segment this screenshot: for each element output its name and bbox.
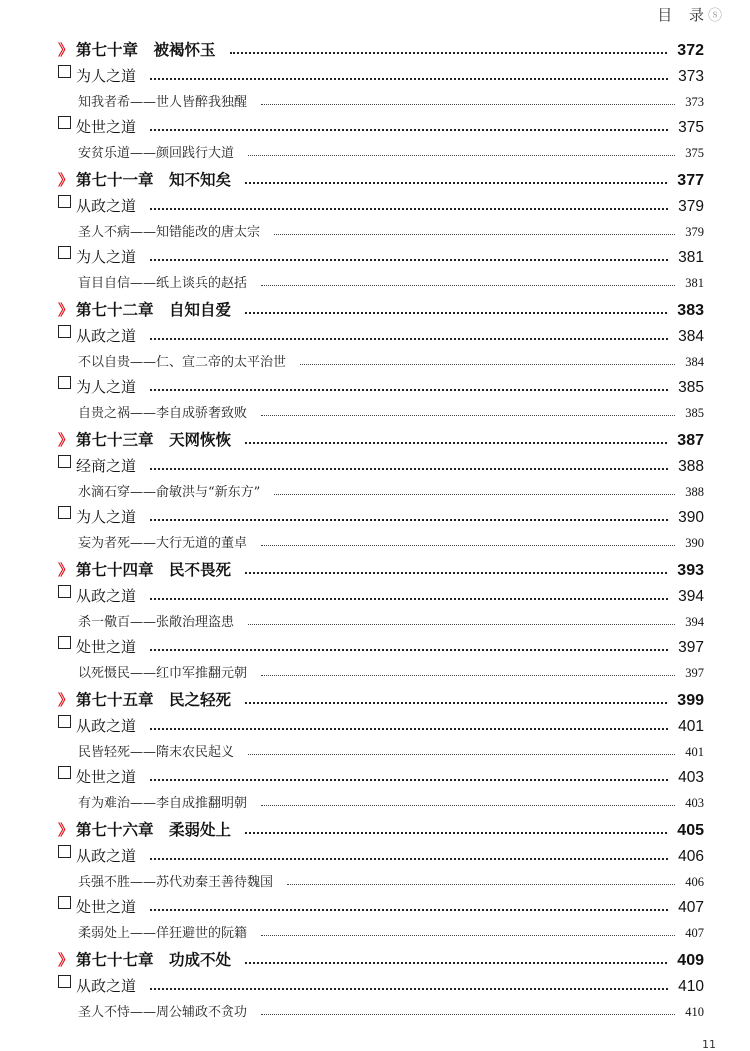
chapter-page-number: 405 <box>677 822 704 839</box>
chapter-entry[interactable] <box>58 948 704 970</box>
subsection-entry[interactable] <box>78 139 704 161</box>
section-page-number: 388 <box>678 458 704 475</box>
header-title: 目 录 <box>657 6 710 24</box>
checkbox-square-icon <box>58 585 76 606</box>
dot-leader <box>150 779 668 781</box>
chapter-entry[interactable] <box>58 688 704 710</box>
checkbox-square-icon <box>58 246 76 267</box>
chapter-entry[interactable] <box>58 428 704 450</box>
chapter-page-number: 377 <box>677 172 704 189</box>
dot-leader <box>261 1014 675 1015</box>
section-title: 处世之道 <box>76 898 137 916</box>
sub-page-number: 388 <box>685 485 704 499</box>
sub-page-number: 379 <box>685 225 704 239</box>
sub-title: 有为难治——李自成推翻明朝 <box>78 796 248 811</box>
section-page-number: 385 <box>678 379 704 396</box>
section-entry[interactable] <box>58 115 704 137</box>
dot-leader <box>274 234 675 235</box>
section-entry[interactable] <box>58 974 704 996</box>
swirl-ornament-icon: ⓢ <box>708 7 722 24</box>
section-page-number: 375 <box>678 119 704 136</box>
section-entry[interactable] <box>58 635 704 657</box>
chapter-marker-icon: 》 <box>58 951 74 969</box>
dot-leader <box>300 364 675 365</box>
sub-title: 圣人不恃——周公辅政不贪功 <box>78 1005 248 1020</box>
chapter-entry[interactable] <box>58 558 704 580</box>
dot-leader <box>150 909 668 911</box>
section-title: 从政之道 <box>76 327 137 345</box>
subsection-entry[interactable] <box>78 868 704 890</box>
section-page-number: 384 <box>678 328 704 345</box>
dot-leader <box>261 805 675 806</box>
sub-title: 以死慑民——红巾军推翻元朝 <box>78 666 248 681</box>
sub-page-number: 410 <box>685 1005 704 1019</box>
sub-title: 杀一儆百——张敞治理盗患 <box>78 615 235 630</box>
section-entry[interactable] <box>58 765 704 787</box>
section-page-number: 403 <box>678 769 704 786</box>
section-page-number: 390 <box>678 509 704 526</box>
chapter-title: 第七十七章 功成不处 <box>76 951 232 969</box>
sub-title: 柔弱处上——佯狂避世的阮籍 <box>78 926 248 941</box>
section-page-number: 373 <box>678 68 704 85</box>
dot-leader <box>274 494 675 495</box>
dot-leader <box>261 104 675 105</box>
section-page-number: 397 <box>678 639 704 656</box>
checkbox-square-icon <box>58 195 76 216</box>
running-header <box>657 4 722 25</box>
sub-page-number: 401 <box>685 745 704 759</box>
section-entry[interactable] <box>58 844 704 866</box>
chapter-marker-icon: 》 <box>58 41 74 59</box>
section-title: 从政之道 <box>76 197 137 215</box>
chapter-page-number: 409 <box>677 952 704 969</box>
sub-page-number: 381 <box>685 276 704 290</box>
chapter-marker-icon: 》 <box>58 821 74 839</box>
dot-leader <box>150 858 668 860</box>
chapter-entry[interactable] <box>58 168 704 190</box>
chapter-marker-icon: 》 <box>58 691 74 709</box>
dot-leader <box>150 988 668 990</box>
dot-leader <box>150 649 668 651</box>
sub-title: 安贫乐道——颜回践行大道 <box>78 146 235 161</box>
dot-leader <box>150 468 668 470</box>
sub-page-number: 394 <box>685 615 704 629</box>
sub-title: 民皆轻死——隋末农民起义 <box>78 745 235 760</box>
section-page-number: 406 <box>678 848 704 865</box>
checkbox-square-icon <box>58 636 76 657</box>
checkbox-square-icon <box>58 376 76 397</box>
subsection-entry[interactable] <box>78 919 704 941</box>
subsection-entry[interactable] <box>78 738 704 760</box>
section-title: 为人之道 <box>76 508 137 526</box>
section-entry[interactable] <box>58 64 704 86</box>
chapter-entry[interactable] <box>58 298 704 320</box>
sub-title: 妄为者死——大行无道的董卓 <box>78 536 248 551</box>
dot-leader <box>150 259 668 261</box>
dot-leader <box>261 285 675 286</box>
sub-page-number: 375 <box>685 146 704 160</box>
dot-leader <box>230 52 668 54</box>
chapter-title: 第七十一章 知不知矣 <box>76 171 232 189</box>
section-title: 处世之道 <box>76 118 137 136</box>
sub-page-number: 373 <box>685 95 704 109</box>
sub-page-number: 407 <box>685 926 704 940</box>
chapter-page-number: 372 <box>677 42 704 59</box>
subsection-entry[interactable] <box>78 608 704 630</box>
dot-leader <box>150 389 668 391</box>
chapter-marker-icon: 》 <box>58 301 74 319</box>
section-page-number: 394 <box>678 588 704 605</box>
subsection-entry[interactable] <box>78 478 704 500</box>
dot-leader <box>150 338 668 340</box>
chapter-title: 第七十六章 柔弱处上 <box>76 821 232 839</box>
sub-title: 圣人不病——知错能改的唐太宗 <box>78 225 261 240</box>
subsection-entry[interactable] <box>78 659 704 681</box>
dot-leader <box>261 415 675 416</box>
checkbox-square-icon <box>58 766 76 787</box>
chapter-marker-icon: 》 <box>58 171 74 189</box>
section-page-number: 381 <box>678 249 704 266</box>
dot-leader <box>261 545 675 546</box>
chapter-title: 第七十三章 天网恢恢 <box>76 431 232 449</box>
sub-title: 盲目自信——纸上谈兵的赵括 <box>78 276 248 291</box>
section-entry[interactable] <box>58 714 704 736</box>
sub-page-number: 390 <box>685 536 704 550</box>
chapter-marker-icon: 》 <box>58 431 74 449</box>
subsection-entry[interactable] <box>78 789 704 811</box>
dot-leader <box>245 572 667 574</box>
subsection-entry[interactable] <box>78 88 704 110</box>
section-entry[interactable] <box>58 324 704 346</box>
dot-leader <box>150 598 668 600</box>
chapter-title: 第七十章 被褐怀玉 <box>76 41 216 59</box>
dot-leader <box>248 624 675 625</box>
dot-leader <box>261 675 675 676</box>
checkbox-square-icon <box>58 65 76 86</box>
dot-leader <box>261 935 675 936</box>
subsection-entry[interactable] <box>78 348 704 370</box>
chapter-entry[interactable] <box>58 818 704 840</box>
section-title: 从政之道 <box>76 717 137 735</box>
dot-leader <box>245 442 667 444</box>
chapter-page-number: 393 <box>677 562 704 579</box>
sub-title: 水滴石穿——俞敏洪与“新东方” <box>78 485 261 500</box>
dot-leader <box>150 728 668 730</box>
sub-page-number: 406 <box>685 875 704 889</box>
sub-page-number: 385 <box>685 406 704 420</box>
section-entry[interactable] <box>58 895 704 917</box>
dot-leader <box>287 884 675 885</box>
subsection-entry[interactable] <box>78 998 704 1020</box>
dot-leader <box>245 832 667 834</box>
section-page-number: 379 <box>678 198 704 215</box>
sub-title: 不以自贵——仁、宣二帝的太平治世 <box>78 355 287 370</box>
dot-leader <box>150 519 668 521</box>
chapter-page-number: 383 <box>677 302 704 319</box>
section-title: 处世之道 <box>76 638 137 656</box>
section-entry[interactable] <box>58 375 704 397</box>
dot-leader <box>245 312 667 314</box>
checkbox-square-icon <box>58 845 76 866</box>
section-page-number: 407 <box>678 899 704 916</box>
subsection-entry[interactable] <box>78 269 704 291</box>
checkbox-square-icon <box>58 325 76 346</box>
subsection-entry[interactable] <box>78 529 704 551</box>
dot-leader <box>248 155 675 156</box>
dot-leader <box>248 754 675 755</box>
checkbox-square-icon <box>58 896 76 917</box>
section-title: 从政之道 <box>76 847 137 865</box>
chapter-marker-icon: 》 <box>58 561 74 579</box>
section-title: 从政之道 <box>76 977 137 995</box>
dot-leader <box>245 702 667 704</box>
chapter-title: 第七十二章 自知自爱 <box>76 301 232 319</box>
section-title: 从政之道 <box>76 587 137 605</box>
checkbox-square-icon <box>58 506 76 527</box>
section-page-number: 410 <box>678 978 704 995</box>
section-title: 为人之道 <box>76 67 137 85</box>
sub-title: 兵强不胜——苏代劝秦王善待魏国 <box>78 875 274 890</box>
section-page-number: 401 <box>678 718 704 735</box>
section-title: 处世之道 <box>76 768 137 786</box>
sub-page-number: 384 <box>685 355 704 369</box>
section-entry[interactable] <box>58 245 704 267</box>
dot-leader <box>150 78 668 80</box>
dot-leader <box>150 208 668 210</box>
checkbox-square-icon <box>58 455 76 476</box>
sub-page-number: 397 <box>685 666 704 680</box>
dot-leader <box>150 129 668 131</box>
sub-title: 知我者希——世人皆醉我独醒 <box>78 95 248 110</box>
dot-leader <box>245 962 667 964</box>
sub-title: 自贵之祸——李自成骄奢致败 <box>78 406 248 421</box>
chapter-title: 第七十五章 民之轻死 <box>76 691 232 709</box>
page-number: 11 <box>702 1038 716 1051</box>
dot-leader <box>245 182 667 184</box>
checkbox-square-icon <box>58 715 76 736</box>
sub-page-number: 403 <box>685 796 704 810</box>
section-entry[interactable] <box>58 505 704 527</box>
subsection-entry[interactable] <box>78 218 704 240</box>
section-title: 为人之道 <box>76 378 137 396</box>
chapter-page-number: 387 <box>677 432 704 449</box>
chapter-page-number: 399 <box>677 692 704 709</box>
checkbox-square-icon <box>58 116 76 137</box>
section-entry[interactable] <box>58 194 704 216</box>
section-entry[interactable] <box>58 454 704 476</box>
subsection-entry[interactable] <box>78 399 704 421</box>
chapter-entry[interactable] <box>58 38 704 60</box>
section-title: 经商之道 <box>76 457 137 475</box>
section-title: 为人之道 <box>76 248 137 266</box>
checkbox-square-icon <box>58 975 76 996</box>
chapter-title: 第七十四章 民不畏死 <box>76 561 232 579</box>
section-entry[interactable] <box>58 584 704 606</box>
